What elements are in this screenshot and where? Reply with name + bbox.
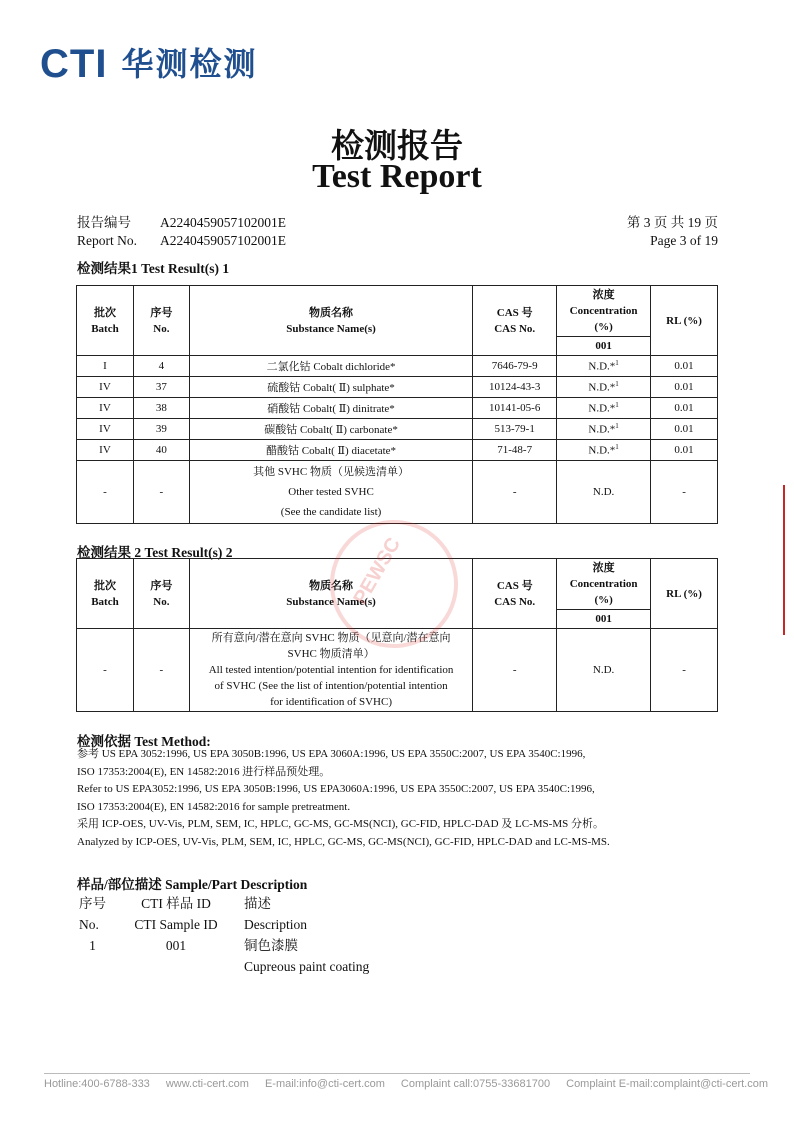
sample-col-id: CTI 样品 ID CTI Sample ID 001 — [134, 896, 218, 953]
substance-header: 物质名称 Substance Name(s) — [189, 559, 472, 629]
cas-header: CAS 号 CAS No. — [473, 559, 557, 629]
footer-website[interactable]: www.cti-cert.com — [165, 1078, 249, 1090]
page-info — [627, 214, 718, 250]
result1-table — [76, 285, 718, 524]
company-logo — [40, 44, 257, 84]
sample-title: 样品/部位描述 Sample/Part Description — [77, 877, 308, 892]
footer-complaint-email[interactable]: Complaint E-mail:complaint@cti-cert.com — [566, 1078, 769, 1090]
edge-stamp — [783, 485, 794, 635]
no-header: 序号 No. — [133, 559, 189, 629]
batch-header: 批次 Batch — [77, 286, 134, 356]
result1-title: 检测结果1 Test Result(s) 1 — [77, 261, 230, 276]
cas-header: CAS 号 CAS No. — [473, 286, 557, 356]
sample-col-desc: 描述 Description 铜色漆膜 Cupreous paint coating — [244, 896, 370, 974]
concentration-header: 浓度 Concentration (%) — [557, 286, 651, 337]
table-row: - - 其他 SVHC 物质（见候选清单） Other tested SVHC (See the candidate list) - N.D. - — [77, 461, 718, 524]
method-title: 检测依据 Test Method: — [77, 734, 211, 749]
report-no-label-cn: 报告编号 — [77, 215, 131, 230]
report-no-label-en: Report No. — [77, 233, 137, 248]
rl-header: RL (%) — [651, 559, 718, 629]
table-row: - - 所有意向/潜在意向 SVHC 物质（见意向/潜在意向 SVHC 物质清单） All tested intention/potential intention for identification of SVHC (See the list of intention/potential intention for identification of SVHC) - N.D. - — [77, 629, 718, 712]
sample-id-header: 001 — [557, 337, 651, 356]
page-info-en: Page 3 of 19 — [650, 233, 718, 248]
title-chinese: 检测报告 — [331, 129, 463, 165]
rl-header: RL (%) — [651, 286, 718, 356]
logo-latin: CTI — [40, 42, 108, 86]
logo-chinese: 华测检测 — [121, 45, 258, 83]
substance-header: 物质名称 Substance Name(s) — [189, 286, 472, 356]
batch-header: 批次 Batch — [77, 559, 134, 629]
footer-complaint-call: Complaint call:0755-33681700 — [400, 1078, 551, 1090]
page-info-cn: 第 3 页 共 19 页 — [626, 215, 718, 230]
result1-header-row — [77, 286, 718, 337]
report-no-value-en: A2240459057102001E — [160, 233, 286, 248]
table-row: IV 37 硫酸钴 Cobalt( Ⅱ) sulphate* 10124-43-3 N.D.*$^1$ 0.01 — [77, 377, 718, 398]
report-no-value-cn: A2240459057102001E — [160, 215, 286, 230]
table-row: IV 40 醋酸钴 Cobalt( Ⅱ) diacetate* 71-48-7 N.D.*$^1$ 0.01 — [77, 440, 718, 461]
sample-id-header: 001 — [557, 610, 651, 629]
title-english: Test Report — [312, 158, 482, 195]
table-row: IV 38 硝酸钴 Cobalt( Ⅱ) dinitrate* 10141-05-6 N.D.*$^1$ 0.01 — [77, 398, 718, 419]
method-text: 参考 US EPA 3052:1996, US EPA 3050B:1996, US EPA 3060A:1996, US EPA 3550C:2007, US EPA 3540C:1996, ISO 17353:2004(E), EN 14582:2016 进行样品预处理。 Refer to US EPA3052:1996, US EPA 3050B:1996, US EPA3060A:1996, US EPA 3550C:2007, US EPA 3540C:1996, ISO 17353:2004(E), EN 14582:2016 for sample pretreatment. 采用 ICP-OES, UV-Vis, PLM, SEM, IC, HPLC, GC-MS, GC-MS(NCI), GC-FID, HPLC-DAD 及 LC-MS-MS 分析。 Analyzed by ICP-OES, UV-Vis, PLM, SEM, IC, HPLC, GC-MS, GC-MS(NCI), GC-FID, HPLC-DAD and LC-MS-MS. — [77, 748, 610, 848]
footer — [44, 1078, 769, 1090]
table-row: I 4 二氯化钴 Cobalt dichloride* 7646-79-9 N.D.*$^1$ 0.01 — [77, 356, 718, 377]
report-no-values — [160, 214, 286, 250]
report-no-labels — [77, 214, 137, 250]
no-header: 序号 No. — [133, 286, 189, 356]
footer-email[interactable]: E-mail:info@cti-cert.com — [264, 1078, 385, 1090]
watermark-text: PEWSC — [349, 533, 406, 609]
table-row: IV 39 碳酸钴 Cobalt( Ⅱ) carbonate* 513-79-1 N.D.*$^1$ 0.01 — [77, 419, 718, 440]
footer-hotline: Hotline:400-6788-333 — [44, 1078, 150, 1090]
result2-title: 检测结果 2 Test Result(s) 2 — [77, 545, 233, 560]
sample-col-no: 序号 No. 1 — [79, 896, 106, 953]
footer-divider — [44, 1073, 750, 1074]
concentration-header: 浓度 Concentration (%) — [557, 559, 651, 610]
